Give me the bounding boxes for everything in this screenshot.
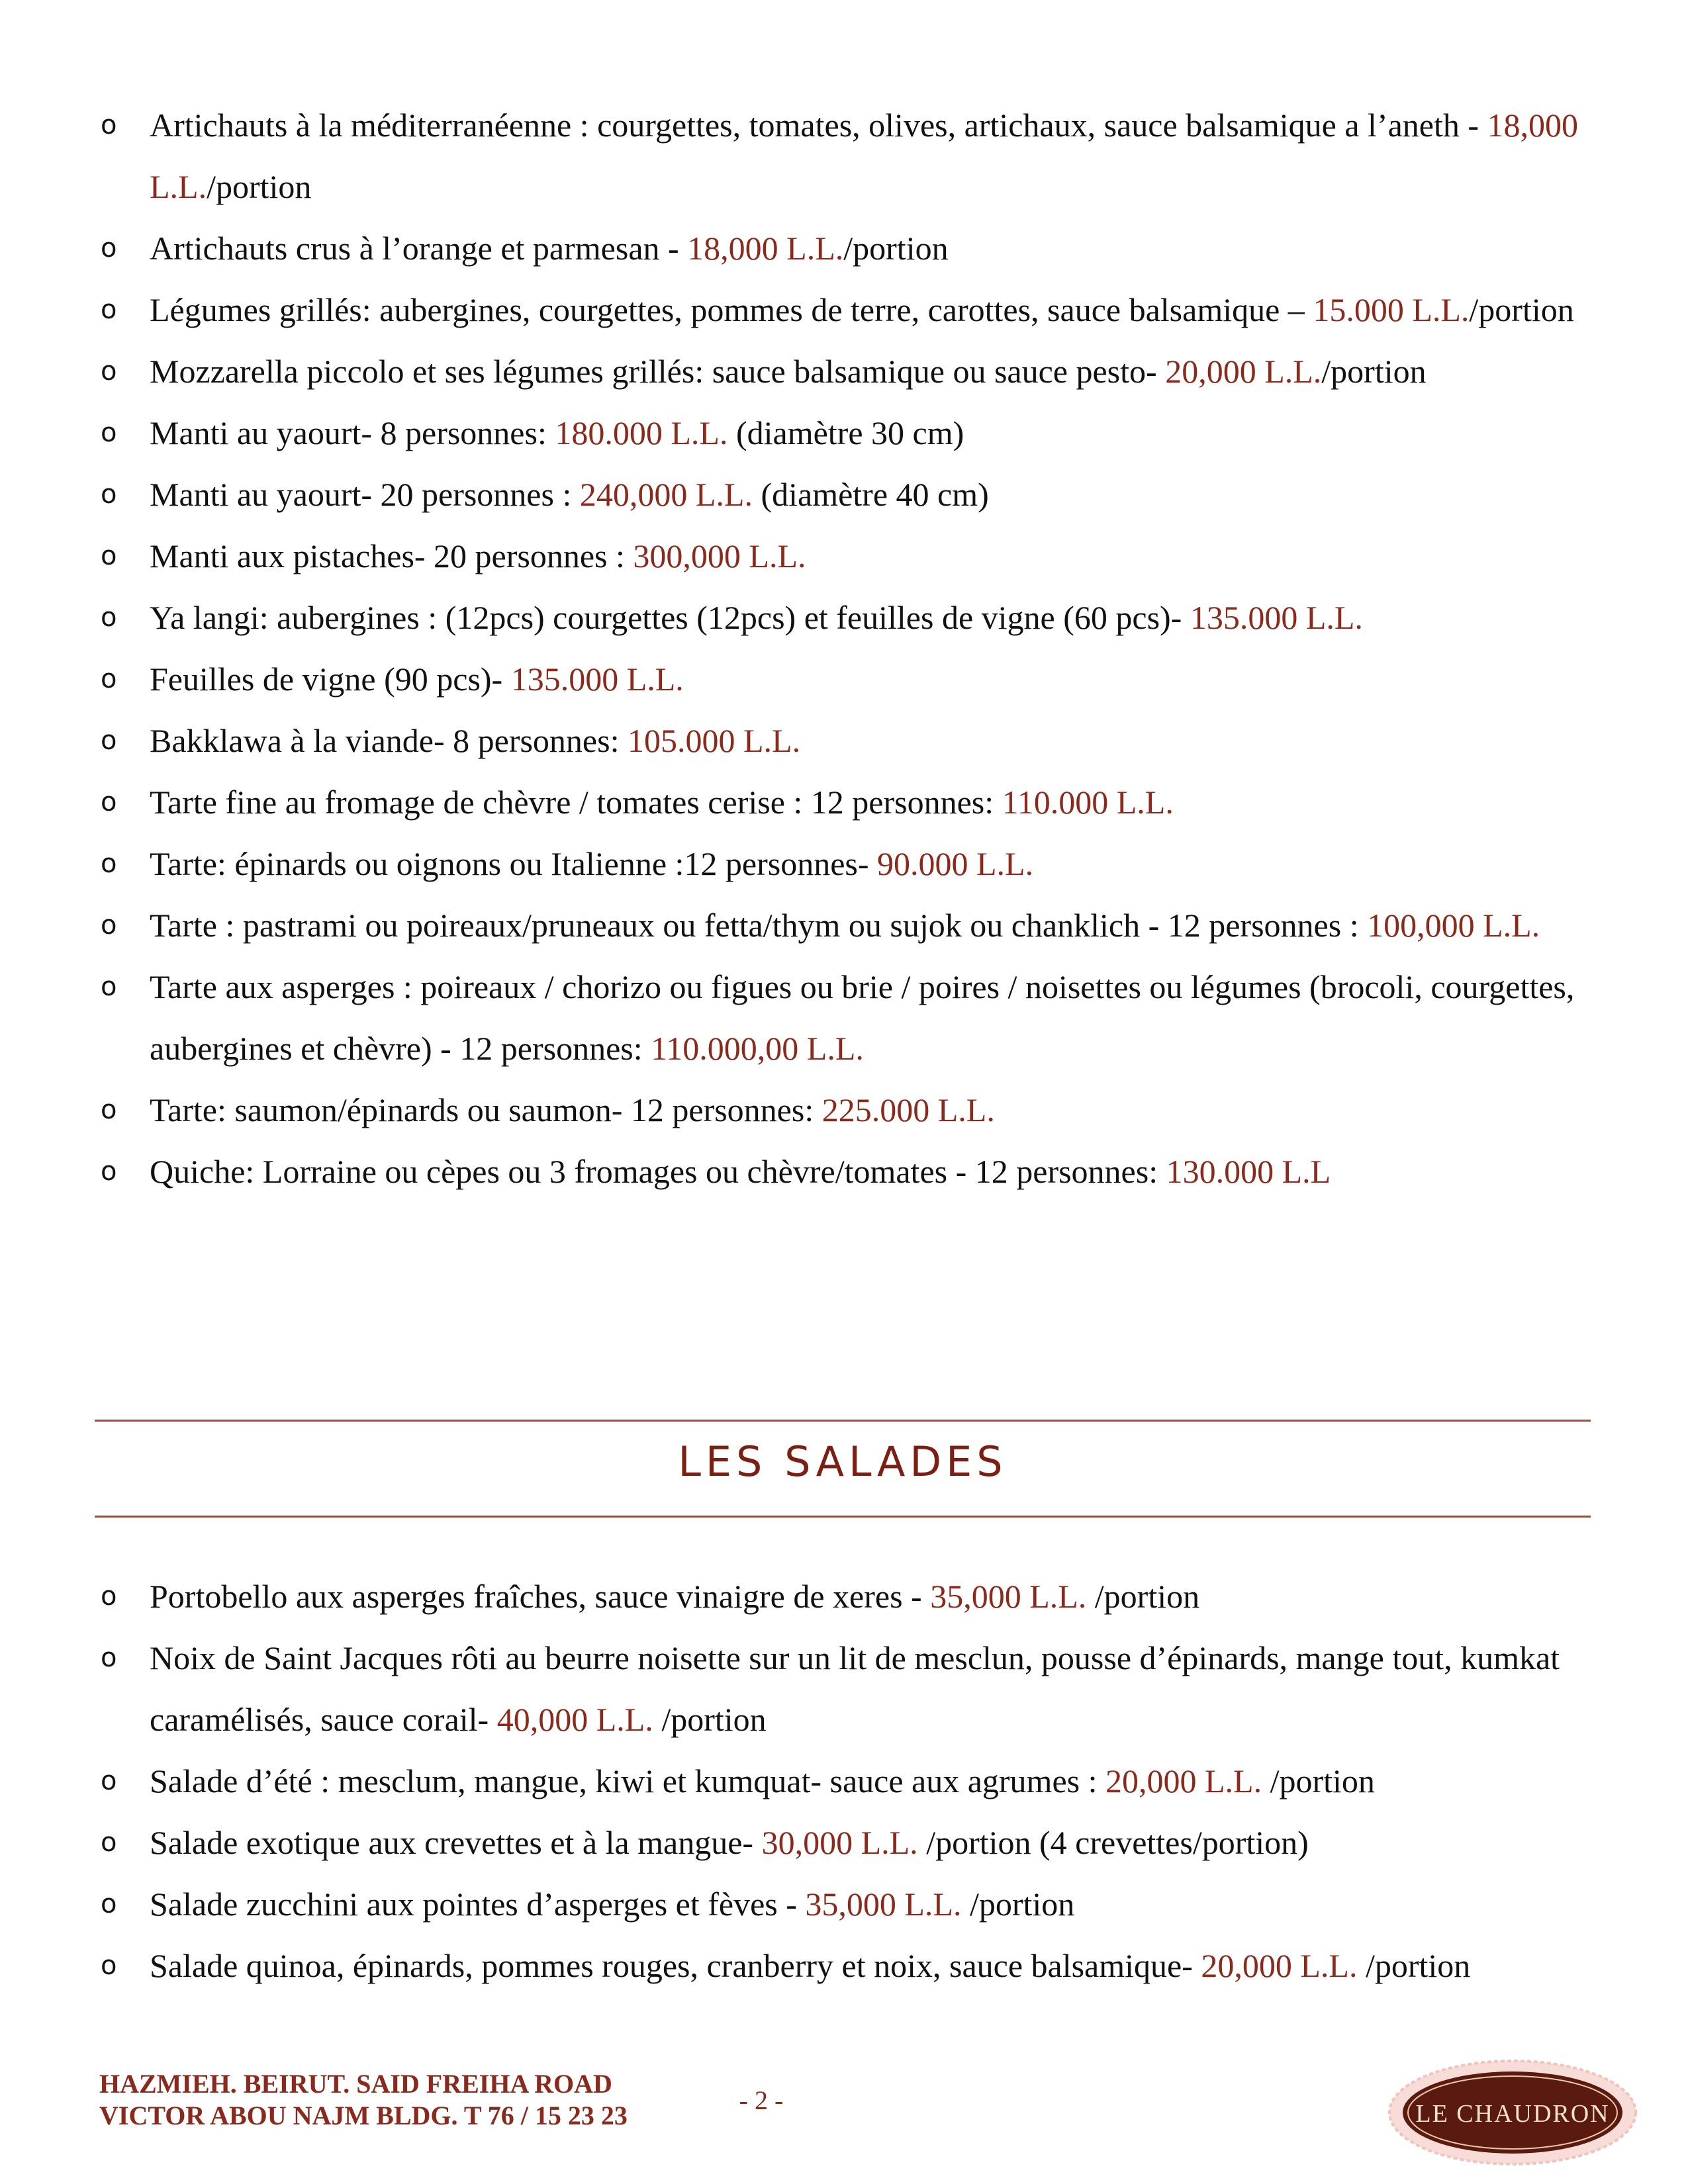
bullet-icon: o	[101, 1095, 117, 1125]
item-price: 240,000 L.L.	[571, 476, 753, 513]
bullet-icon: o	[101, 664, 117, 694]
item-text: Mozzarella piccolo et ses légumes grillés: sauce balsamique ou sauce pesto-	[150, 353, 1157, 390]
item-suffix: /portion (4 crevettes/portion)	[917, 1824, 1309, 1861]
dishes-list	[99, 95, 1589, 1203]
item-suffix: /portion	[961, 1886, 1075, 1923]
bullet-icon: o	[101, 1643, 117, 1673]
bullet-icon: o	[101, 972, 117, 1002]
item-text: Salade quinoa, épinards, pommes rouges, cranberry et noix, sauce balsamique-	[150, 1947, 1193, 1984]
bullet-icon: o	[101, 1766, 117, 1796]
item-text: Manti aux pistaches- 20 personnes :	[150, 537, 625, 574]
item-suffix: /portion	[1262, 1762, 1375, 1799]
item-price: 105.000 L.L.	[619, 722, 801, 759]
item-text: Salade exotique aux crevettes et à la mangue-	[150, 1824, 754, 1861]
item-suffix: /portion	[1357, 1947, 1471, 1984]
item-price: 135.000 L.L.	[502, 660, 684, 698]
bullet-icon: o	[101, 1889, 117, 1919]
item-price: 180.000 L.L.	[546, 414, 728, 451]
list-item	[99, 402, 1589, 464]
item-text: Tarte fine au fromage de chèvre / tomates cerise : 12 personnes:	[150, 784, 994, 821]
bullet-icon: o	[101, 1581, 117, 1612]
bullet-icon: o	[101, 1156, 117, 1187]
item-price: 300,000 L.L.	[624, 537, 806, 574]
item-text: Bakklawa à la viande- 8 personnes:	[150, 722, 620, 759]
list-item	[99, 1141, 1589, 1203]
bullet-icon: o	[101, 418, 117, 448]
item-price: 130.000 L.L	[1158, 1153, 1331, 1190]
bullet-icon: o	[101, 910, 117, 940]
list-item	[99, 341, 1589, 402]
item-text: Tarte : pastrami ou poireaux/pruneaux ou fetta/thym ou sujok ou chanklich - 12 personnes :	[150, 907, 1359, 944]
list-item	[99, 895, 1589, 956]
bullet-icon: o	[101, 541, 117, 571]
item-text: Salade d’été : mesclum, mangue, kiwi et kumquat- sauce aux agrumes :	[150, 1762, 1098, 1799]
item-text: Tarte: saumon/épinards ou saumon- 12 personnes:	[150, 1091, 814, 1128]
item-price: 225.000 L.L.	[814, 1091, 995, 1128]
item-suffix: /portion	[1469, 291, 1574, 328]
list-item	[99, 833, 1589, 895]
item-price: 18,000 L.L.	[150, 107, 1579, 205]
bullet-icon: o	[101, 1827, 117, 1858]
list-item	[99, 649, 1589, 710]
bullet-icon: o	[101, 602, 117, 633]
section-divider-top	[95, 1420, 1591, 1422]
footer-address	[99, 2068, 628, 2132]
list-item	[99, 218, 1589, 279]
list-item	[99, 772, 1589, 833]
item-text: Tarte aux asperges : poireaux / chorizo ou figues ou brie / poires / noisettes ou légumes (brocoli, courgettes, aubergines et chèvre) - 12 personnes:	[150, 968, 1575, 1067]
item-text: Feuilles de vigne (90 pcs)-	[150, 660, 503, 698]
item-text: Manti au yaourt- 20 personnes :	[150, 476, 572, 513]
item-text: Tarte: épinards ou oignons ou Italienne :12 personnes-	[150, 845, 869, 882]
logo-text: LE CHAUDRON	[1415, 2100, 1610, 2128]
list-item	[99, 1627, 1589, 1751]
item-price: 35,000 L.L.	[796, 1886, 962, 1923]
list-item	[99, 710, 1589, 772]
item-price: 110.000 L.L.	[994, 784, 1174, 821]
item-text: Légumes grillés: aubergines, courgettes, pommes de terre, carottes, sauce balsamique –	[150, 291, 1305, 328]
list-item	[99, 587, 1589, 649]
item-price: 15.000 L.L.	[1304, 291, 1470, 328]
item-price: 100,000 L.L.	[1358, 907, 1540, 944]
list-item	[99, 525, 1589, 587]
salads-list	[99, 1566, 1589, 1997]
section-divider-bottom	[95, 1516, 1591, 1518]
section-title: LES SALADES	[678, 1437, 1008, 1486]
item-price: 20,000 L.L.	[1156, 353, 1322, 390]
item-price: 30,000 L.L.	[753, 1824, 918, 1861]
bullet-icon: o	[101, 356, 117, 387]
item-price: 20,000 L.L.	[1192, 1947, 1358, 1984]
bullet-icon: o	[101, 295, 117, 325]
item-suffix: /portion	[207, 168, 312, 205]
list-item	[99, 1566, 1589, 1627]
item-suffix: /portion	[1086, 1578, 1200, 1615]
bullet-icon: o	[101, 110, 117, 140]
item-price: 90.000 L.L.	[868, 845, 1034, 882]
list-item	[99, 956, 1589, 1079]
bullet-icon: o	[101, 725, 117, 756]
le-chaudron-logo	[1387, 2058, 1638, 2167]
item-text: Ya langi: aubergines : (12pcs) courgettes (12pcs) et feuilles de vigne (60 pcs)-	[150, 599, 1182, 636]
list-item	[99, 464, 1589, 525]
item-text: Quiche: Lorraine ou cèpes ou 3 fromages ou chèvre/tomates - 12 personnes:	[150, 1153, 1158, 1190]
item-suffix: (diamètre 30 cm)	[727, 414, 964, 451]
list-item	[99, 279, 1589, 341]
item-price: 20,000 L.L.	[1097, 1762, 1262, 1799]
item-price: 18,000 L.L.	[679, 230, 844, 267]
address-line: VICTOR ABOU NAJM BLDG. T 76 / 15 23 23	[99, 2101, 628, 2130]
page-number: - 2 -	[739, 2085, 784, 2115]
item-price: 110.000,00 L.L.	[642, 1030, 864, 1067]
address-line: HAZMIEH. BEIRUT. SAID FREIHA ROAD	[99, 2069, 612, 2099]
list-item	[99, 1751, 1589, 1812]
item-price: 135.000 L.L.	[1182, 599, 1363, 636]
item-text: Salade zucchini aux pointes d’asperges et fèves -	[150, 1886, 797, 1923]
item-price: 40,000 L.L.	[489, 1701, 653, 1738]
item-text: Noix de Saint Jacques rôti au beurre noisette sur un lit de mesclun, pousse d’épinards, mange tout, kumkat caramélisés, sauce corail-	[150, 1639, 1560, 1738]
bullet-icon: o	[101, 233, 117, 263]
bullet-icon: o	[101, 787, 117, 817]
list-item	[99, 1079, 1589, 1141]
item-price: 35,000 L.L.	[921, 1578, 1087, 1615]
item-text: Artichauts crus à l’orange et parmesan -	[150, 230, 679, 267]
item-suffix: (diamètre 40 cm)	[752, 476, 989, 513]
list-item	[99, 1874, 1589, 1935]
item-suffix: /portion	[843, 230, 949, 267]
bullet-icon: o	[101, 479, 117, 510]
item-text: Portobello aux asperges fraîches, sauce vinaigre de xeres -	[150, 1578, 922, 1615]
item-text: Manti au yaourt- 8 personnes:	[150, 414, 547, 451]
list-item	[99, 1935, 1589, 1997]
item-suffix: /portion	[653, 1701, 767, 1738]
item-text: Artichauts à la méditerranéenne : courgettes, tomates, olives, artichaux, sauce balsamique a l’aneth -	[150, 107, 1479, 144]
bullet-icon: o	[101, 1950, 117, 1981]
bullet-icon: o	[101, 848, 117, 879]
list-item	[99, 1812, 1589, 1874]
item-suffix: /portion	[1321, 353, 1427, 390]
list-item	[99, 95, 1589, 218]
